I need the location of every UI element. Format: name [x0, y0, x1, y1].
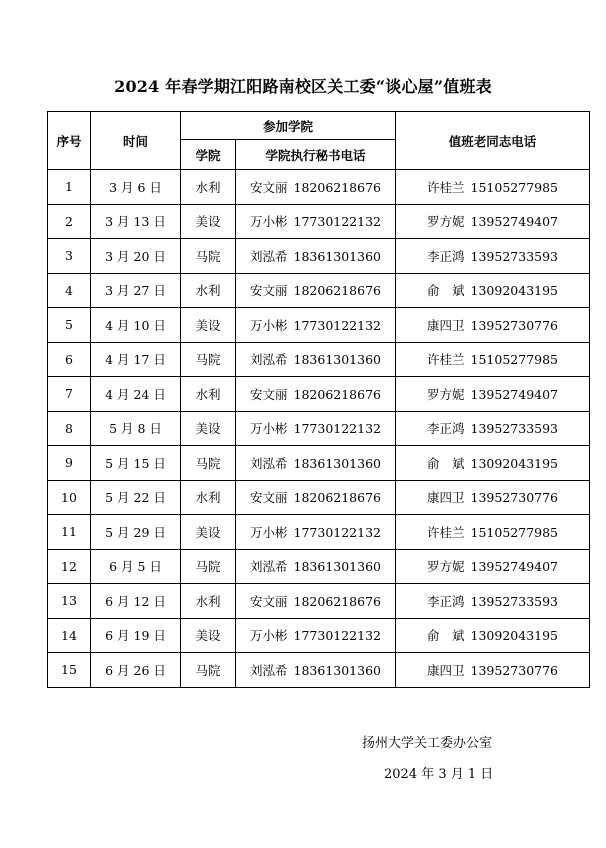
duty-name: 罗方妮 [427, 214, 465, 230]
secretary-phone: 18206218676 [293, 179, 381, 195]
cell-duty [396, 308, 590, 343]
cell-duty [396, 273, 590, 308]
secretary-phone: 18206218676 [293, 593, 381, 609]
row-date: 5 月 29 日 [105, 524, 166, 540]
cell-secretary [236, 204, 396, 239]
cell-index [48, 446, 91, 481]
row-date: 6 月 26 日 [105, 662, 166, 678]
row-date: 4 月 10 日 [105, 317, 166, 333]
cell-college [181, 204, 236, 239]
row-index: 1 [65, 179, 73, 195]
row-index: 13 [61, 593, 77, 609]
row-date: 5 月 22 日 [105, 490, 166, 506]
row-date: 5 月 15 日 [105, 455, 166, 471]
secretary-name: 安文丽 [250, 593, 288, 609]
secretary-name: 万小彬 [250, 317, 288, 333]
row-date: 3 月 27 日 [105, 283, 166, 299]
cell-secretary [236, 653, 396, 688]
duty-phone: 13952749407 [470, 214, 559, 230]
cell-date [91, 239, 181, 274]
duty-name: 李正鸿 [427, 593, 465, 609]
cell-secretary [236, 446, 396, 481]
cell-date [91, 342, 181, 377]
cell-index [48, 342, 91, 377]
secretary-phone: 17730122132 [293, 317, 381, 333]
duty-phone: 13952749407 [470, 386, 559, 402]
cell-date [91, 515, 181, 550]
header-duty-volunteer-phone: 值班老同志电话 [396, 112, 590, 170]
secretary-name: 安文丽 [250, 490, 288, 506]
secretary-phone: 18206218676 [293, 386, 381, 402]
cell-date [91, 480, 181, 515]
secretary-phone: 18361301360 [293, 248, 381, 264]
duty-name: 康四卫 [427, 662, 465, 678]
cell-duty [396, 480, 590, 515]
row-index: 4 [65, 282, 73, 298]
table-row [48, 308, 590, 343]
cell-index [48, 584, 91, 619]
cell-secretary [236, 239, 396, 274]
duty-name: 俞 斌 [427, 283, 465, 299]
row-date: 6 月 5 日 [109, 559, 162, 575]
duty-phone: 13952749407 [470, 559, 559, 575]
table-row [48, 273, 590, 308]
duty-phone: 13952730776 [470, 490, 559, 506]
row-date: 6 月 19 日 [105, 628, 166, 644]
duty-phone: 13952730776 [470, 662, 559, 678]
cell-index [48, 170, 91, 205]
table-row [48, 411, 590, 446]
cell-duty [396, 377, 590, 412]
cell-date [91, 446, 181, 481]
header-time: 时间 [91, 112, 181, 170]
row-college: 美设 [195, 628, 221, 644]
cell-secretary [236, 377, 396, 412]
cell-duty [396, 446, 590, 481]
row-date: 3 月 13 日 [105, 214, 166, 230]
secretary-name: 安文丽 [250, 386, 288, 402]
row-college: 马院 [195, 662, 221, 678]
secretary-phone: 17730122132 [293, 214, 381, 230]
duty-name: 许桂兰 [427, 524, 465, 540]
secretary-name: 万小彬 [250, 524, 288, 540]
row-index: 2 [65, 213, 73, 229]
secretary-phone: 17730122132 [293, 421, 381, 437]
duty-name: 康四卫 [427, 317, 465, 333]
duty-name: 李正鸿 [427, 421, 465, 437]
duty-phone: 13092043195 [470, 455, 559, 471]
row-index: 8 [65, 420, 73, 436]
cell-college [181, 549, 236, 584]
row-college: 水利 [195, 593, 221, 609]
row-index: 12 [61, 558, 77, 574]
cell-index [48, 411, 91, 446]
cell-date [91, 170, 181, 205]
secretary-phone: 18361301360 [293, 559, 381, 575]
secretary-phone: 17730122132 [293, 628, 381, 644]
duty-schedule-table [47, 111, 590, 688]
row-date: 6 月 12 日 [105, 593, 166, 609]
cell-duty [396, 549, 590, 584]
row-college: 马院 [195, 352, 221, 368]
row-index: 15 [61, 662, 77, 678]
row-index: 14 [61, 627, 77, 643]
secretary-name: 刘泓希 [250, 248, 288, 264]
cell-date [91, 549, 181, 584]
footer-date: 2024 年 3 月 1 日 [384, 767, 494, 782]
cell-index [48, 239, 91, 274]
secretary-name: 安文丽 [250, 179, 288, 195]
secretary-name: 万小彬 [250, 421, 288, 437]
duty-name: 李正鸿 [427, 248, 465, 264]
cell-index [48, 618, 91, 653]
row-date: 3 月 20 日 [105, 248, 166, 264]
table-row [48, 480, 590, 515]
cell-secretary [236, 411, 396, 446]
cell-date [91, 618, 181, 653]
duty-name: 罗方妮 [427, 386, 465, 402]
cell-duty [396, 239, 590, 274]
duty-phone: 13952733593 [470, 593, 559, 609]
table-row [48, 377, 590, 412]
duty-phone: 15105277985 [470, 352, 559, 368]
cell-duty [396, 618, 590, 653]
cell-date [91, 204, 181, 239]
cell-college [181, 515, 236, 550]
row-date: 5 月 8 日 [109, 421, 162, 437]
secretary-name: 刘泓希 [250, 559, 288, 575]
secretary-phone: 18206218676 [293, 283, 381, 299]
cell-date [91, 377, 181, 412]
cell-college [181, 377, 236, 412]
cell-index [48, 273, 91, 308]
cell-duty [396, 653, 590, 688]
table-row [48, 584, 590, 619]
row-index: 5 [65, 317, 73, 333]
cell-secretary [236, 273, 396, 308]
duty-name: 俞 斌 [427, 628, 465, 644]
secretary-phone: 18361301360 [293, 352, 381, 368]
cell-secretary [236, 515, 396, 550]
cell-college [181, 411, 236, 446]
cell-index [48, 549, 91, 584]
secretary-name: 刘泓希 [250, 662, 288, 678]
cell-college [181, 239, 236, 274]
row-college: 马院 [195, 455, 221, 471]
secretary-name: 刘泓希 [250, 455, 288, 471]
secretary-name: 万小彬 [250, 214, 288, 230]
row-index: 9 [65, 455, 73, 471]
cell-duty [396, 170, 590, 205]
duty-phone: 13092043195 [470, 283, 559, 299]
cell-duty [396, 411, 590, 446]
row-date: 4 月 17 日 [105, 352, 166, 368]
cell-duty [396, 204, 590, 239]
cell-date [91, 411, 181, 446]
secretary-phone: 18361301360 [293, 662, 381, 678]
table-row [48, 170, 590, 205]
cell-index [48, 308, 91, 343]
cell-index [48, 377, 91, 412]
duty-phone: 13952733593 [470, 421, 559, 437]
table-row [48, 618, 590, 653]
row-date: 3 月 6 日 [109, 179, 162, 195]
duty-name: 罗方妮 [427, 559, 465, 575]
duty-phone: 15105277985 [470, 524, 559, 540]
row-college: 马院 [195, 559, 221, 575]
cell-duty [396, 342, 590, 377]
row-index: 7 [65, 386, 73, 402]
cell-secretary [236, 342, 396, 377]
cell-secretary [236, 549, 396, 584]
duty-name: 许桂兰 [427, 179, 465, 195]
cell-college [181, 618, 236, 653]
cell-secretary [236, 618, 396, 653]
cell-index [48, 480, 91, 515]
cell-college [181, 308, 236, 343]
secretary-phone: 17730122132 [293, 524, 381, 540]
row-college: 美设 [195, 214, 221, 230]
secretary-phone: 18361301360 [293, 455, 381, 471]
cell-index [48, 204, 91, 239]
secretary-name: 万小彬 [250, 628, 288, 644]
row-college: 美设 [195, 317, 221, 333]
header-secretary-phone: 学院执行秘书电话 [236, 140, 396, 170]
row-college: 水利 [195, 283, 221, 299]
duty-phone: 15105277985 [470, 179, 559, 195]
cell-duty [396, 515, 590, 550]
table-row [48, 446, 590, 481]
header-college: 学院 [181, 140, 236, 170]
row-index: 10 [61, 489, 77, 505]
footer-organization: 扬州大学关工委办公室 [362, 736, 493, 751]
header-participating-college: 参加学院 [181, 112, 396, 140]
cell-college [181, 170, 236, 205]
row-college: 水利 [195, 490, 221, 506]
cell-date [91, 273, 181, 308]
row-index: 3 [65, 248, 73, 264]
secretary-phone: 18206218676 [293, 490, 381, 506]
cell-date [91, 308, 181, 343]
cell-secretary [236, 480, 396, 515]
row-college: 水利 [195, 386, 221, 402]
row-college: 马院 [195, 248, 221, 264]
cell-date [91, 584, 181, 619]
table-row [48, 204, 590, 239]
table-header-row [48, 112, 590, 140]
row-college: 水利 [195, 179, 221, 195]
cell-college [181, 653, 236, 688]
cell-college [181, 273, 236, 308]
secretary-name: 刘泓希 [250, 352, 288, 368]
row-college: 美设 [195, 421, 221, 437]
cell-duty [396, 584, 590, 619]
row-date: 4 月 24 日 [105, 386, 166, 402]
cell-date [91, 653, 181, 688]
cell-secretary [236, 170, 396, 205]
cell-secretary [236, 584, 396, 619]
table-row [48, 342, 590, 377]
table-row [48, 515, 590, 550]
cell-college [181, 584, 236, 619]
cell-index [48, 653, 91, 688]
duty-phone: 13952733593 [470, 248, 559, 264]
table-row [48, 239, 590, 274]
cell-college [181, 342, 236, 377]
cell-secretary [236, 308, 396, 343]
duty-phone: 13092043195 [470, 628, 559, 644]
duty-phone: 13952730776 [470, 317, 559, 333]
row-college: 美设 [195, 524, 221, 540]
secretary-name: 安文丽 [250, 283, 288, 299]
header-index: 序号 [48, 112, 91, 170]
duty-name: 俞 斌 [427, 455, 465, 471]
cell-college [181, 446, 236, 481]
cell-index [48, 515, 91, 550]
table-row [48, 549, 590, 584]
duty-name: 康四卫 [427, 490, 465, 506]
duty-name: 许桂兰 [427, 352, 465, 368]
document-title: 2024 年春学期江阳路南校区关工委“谈心屋”值班表 [114, 77, 492, 96]
row-index: 6 [65, 351, 73, 367]
row-index: 11 [61, 524, 77, 540]
table-row [48, 653, 590, 688]
cell-college [181, 480, 236, 515]
